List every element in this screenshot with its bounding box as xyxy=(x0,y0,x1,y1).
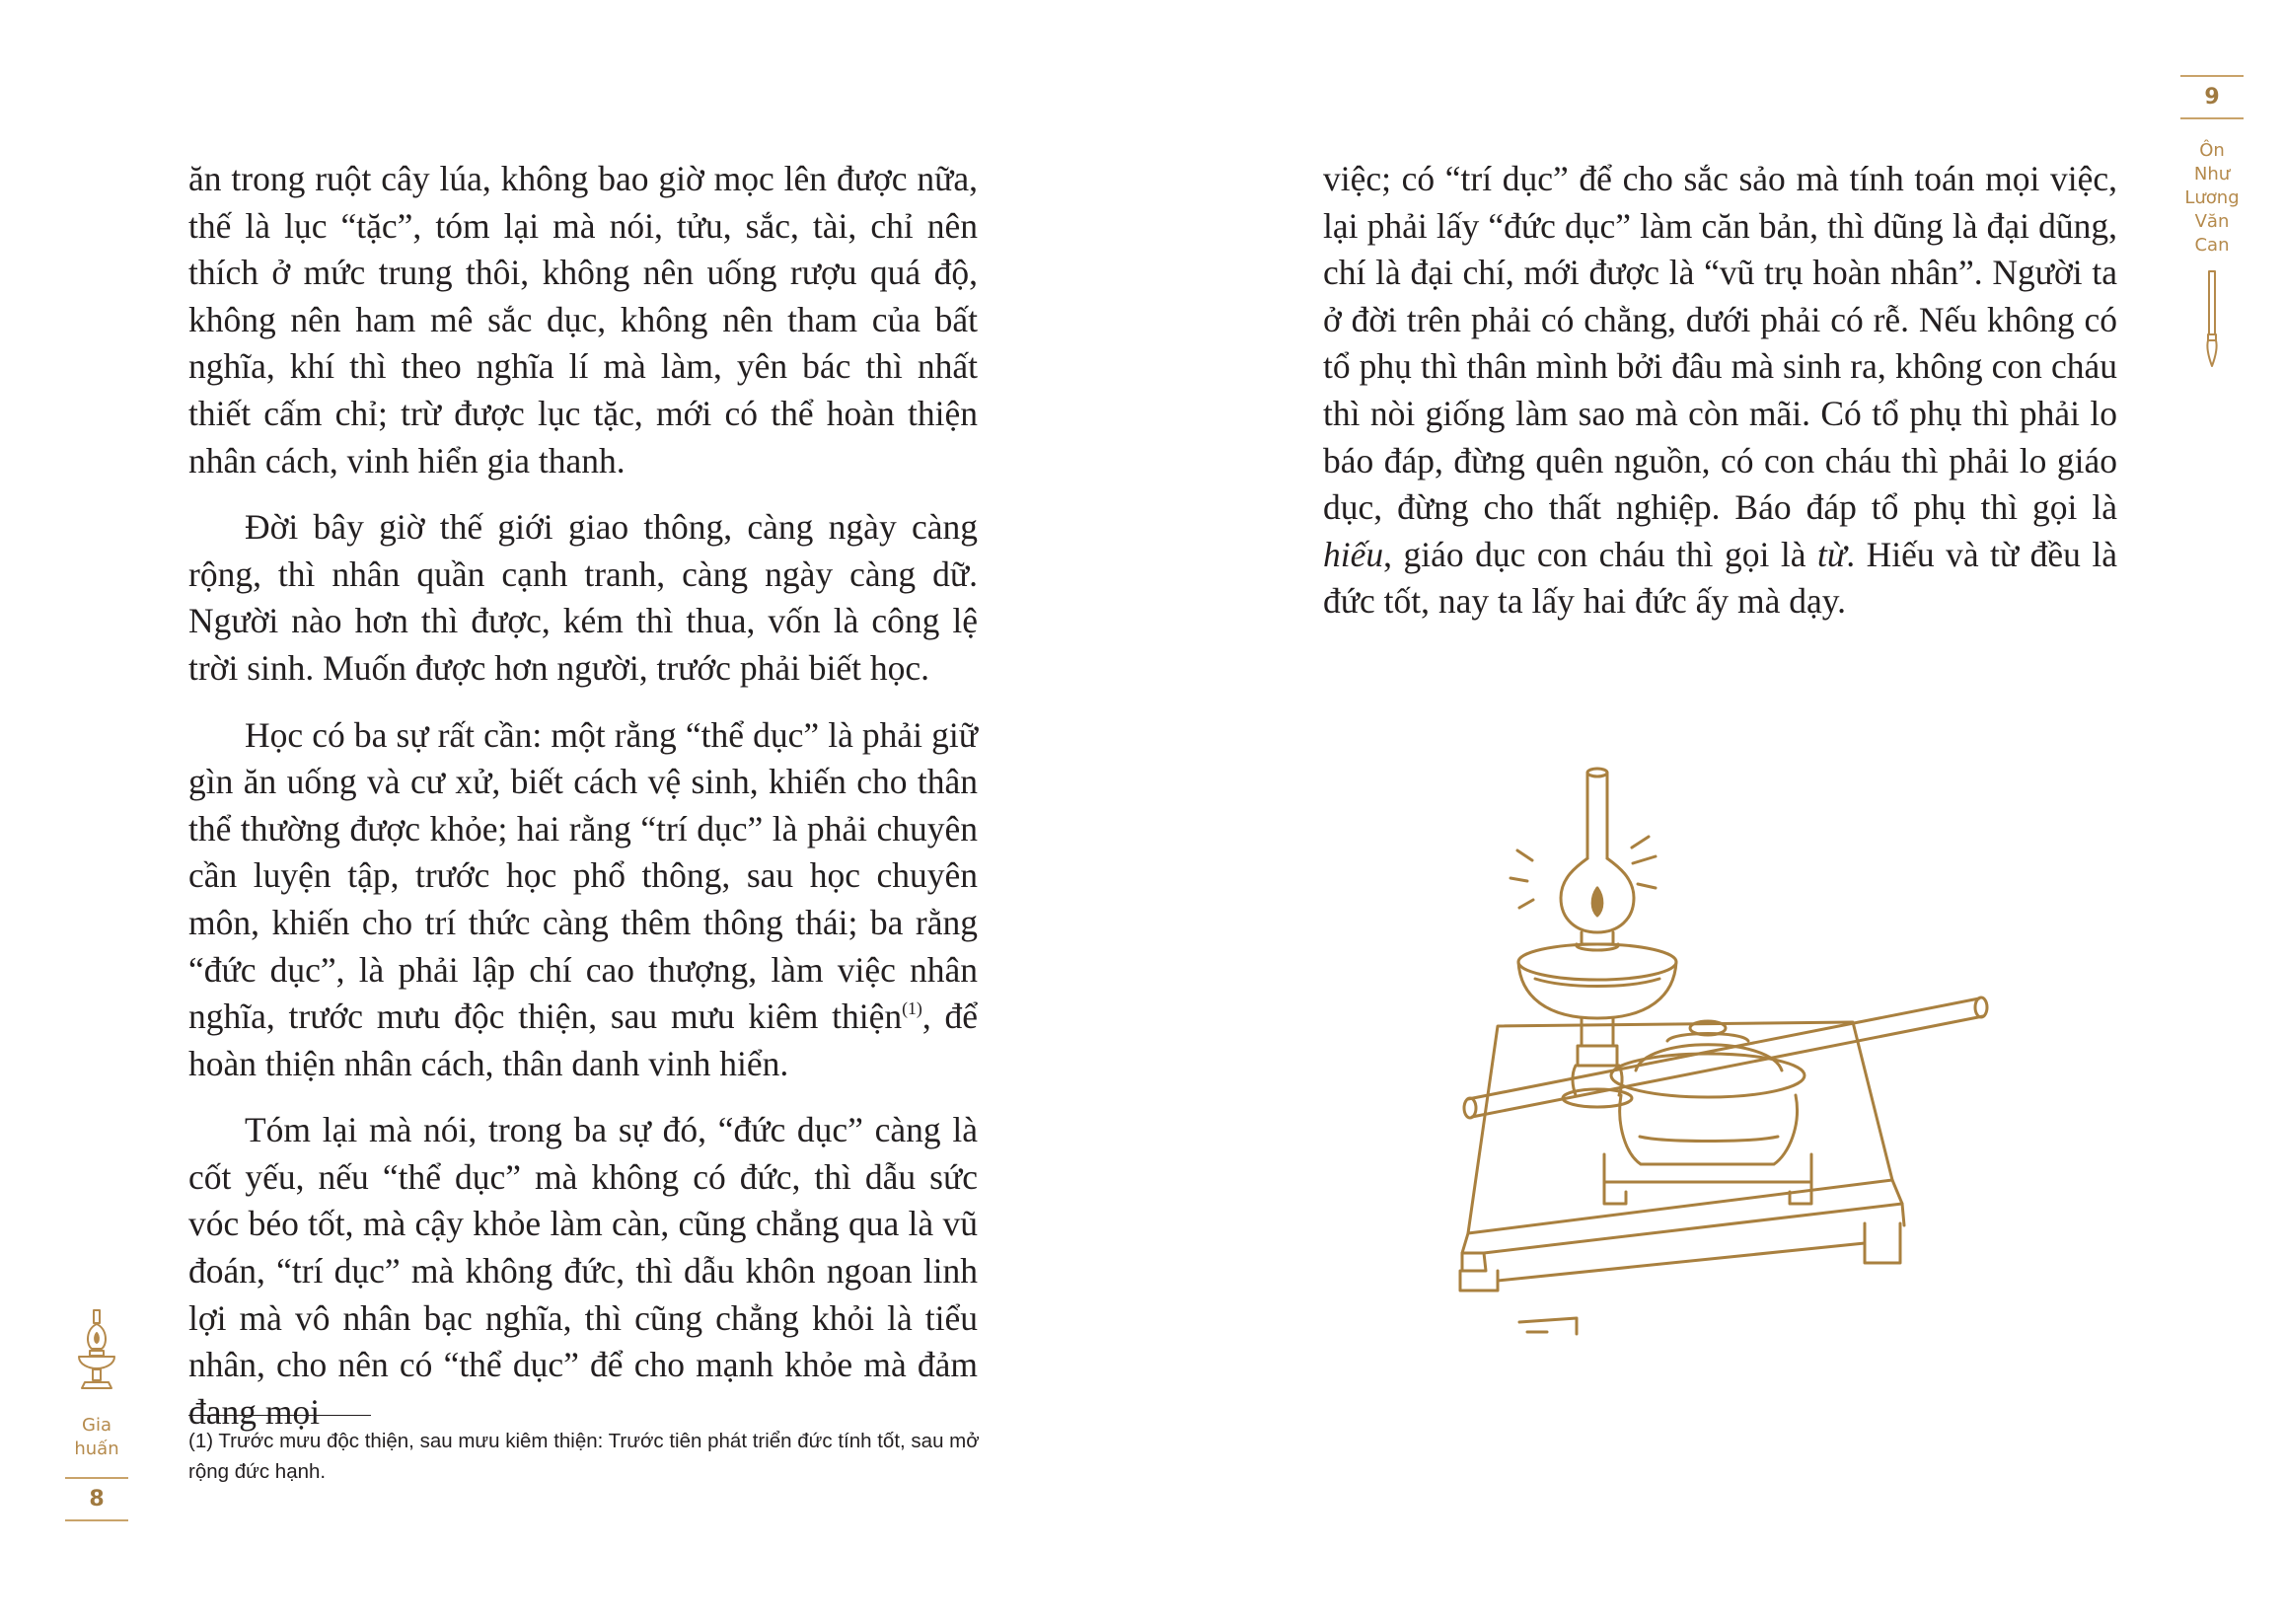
margin-label-gia: Gia xyxy=(82,1415,111,1436)
paragraph-1: ăn trong ruột cây lúa, không bao giờ mọc lên được nữa, thế là lục “tặc”, tóm lại mà nói, tửu, sắc, tài, chỉ nên thích ở mức trung thôi, không nên uống rượu quá độ, không nên ham mê sắc dục, không nên tham của bất nghĩa, khí thì theo nghĩa lí mà làm, yên bác thì nhất thiết cấm chỉ; trừ được lục tặc, mới có thể hoàn thiện nhân cách, vinh hiển gia thanh. xyxy=(188,159,978,480)
paragraph-5-end: . Hiếu và từ đều là đức tốt, nay ta lấy hai đức ấy mà dạy. xyxy=(1323,534,2118,622)
footnote: (1) Trước mưu độc thiện, sau mưu kiêm thiện: Trước tiên phát triển đức tính tốt, sau mở rộng đức hạnh. xyxy=(188,1430,980,1483)
pot xyxy=(1611,1021,1805,1164)
page-number: 9 xyxy=(2204,85,2220,110)
low-table xyxy=(1460,1022,1904,1334)
right-page-body xyxy=(1323,156,2117,645)
brush-icon xyxy=(2200,269,2224,368)
pot-stand xyxy=(1604,1154,1811,1204)
right-page xyxy=(1142,0,2284,1624)
paragraph-4: Tóm lại mà nói, trong ba sự đó, “đức dục” càng là cốt yếu, nếu “thể dục” mà không có đức, thì dẫu sức vóc béo tốt, mà cậy khỏe làm càn, cũng chẳng qua là vũ đoán, “trí dục” mà không đức, thì dẫu khôn ngoan linh lợi mà vô nhân bạc nghĩa, thì cũng chẳng khỏi là tiểu nhân, cho nên có “thể dục” để cho mạnh khỏe mà đảm đang mọi xyxy=(188,1110,978,1432)
margin-label-luong: Lương xyxy=(2184,187,2240,208)
paragraph-3-text: Học có ba sự rất cần: một rằng “thể dục” là phải giữ gìn ăn uống và cư xử, biết cách vệ sinh, khiến cho thân thể thường được khỏe; hai rằng “trí dục” là phải chuyên cần luyện tập, trước học phổ thông, sau học chuyên môn, khiến cho trí thức càng thêm thông thái; ba rằng “đức dục”, là phải lập chí cao thượng, làm việc nhân nghĩa, trước mưu độc thiện, sau mưu kiêm thiện xyxy=(188,714,978,1037)
margin-label-nhu: Như xyxy=(2193,164,2231,185)
footnote-reference[interactable]: (1) xyxy=(902,997,922,1018)
left-margin-column xyxy=(63,1307,130,1521)
page-number: 8 xyxy=(89,1487,105,1512)
margin-label-can: Can xyxy=(2194,235,2230,256)
term-hieu: hiếu xyxy=(1323,534,1384,574)
paragraph-2: Đời bây giờ thế giới giao thông, càng ngày càng rộng, thì nhân quần cạnh tranh, càng ngày càng dữ. Người nào hơn thì được, kém thì thua, vốn là công lệ trời sinh. Muốn được hơn người, trước phải biết học. xyxy=(188,507,978,688)
paragraph-3 xyxy=(188,712,978,1088)
page-number-rule xyxy=(65,1477,128,1479)
term-tu: từ xyxy=(1816,534,1847,574)
paragraph-5-text: việc; có “trí dục” để cho sắc sảo mà tính toán mọi việc, lại phải lấy “đức dục” làm căn bản, thì dũng là đại dũng, chí là đại chí, mới được là “vũ trụ hoàn nhân”. Người ta ở đời trên phải có chằng, dưới phải có rễ. Nếu không có tổ phụ thì thân mình bởi đâu mà sinh ra, không con cháu thì nòi giống làm sao mà còn mãi. Có tổ phụ thì phải lo báo đáp, đừng quên nguồn, có con cháu thì phải lo giáo dục, đừng cho thất nghiệp. Báo đáp tổ phụ thì gọi là xyxy=(1323,159,2117,528)
page-number-rule-top xyxy=(2180,75,2244,77)
left-page-body xyxy=(188,156,978,1455)
margin-label-huan: huấn xyxy=(74,1439,119,1459)
lamp-illustration xyxy=(1438,750,1991,1342)
paragraph-3-end: , để hoàn thiện nhân cách, thân danh vinh hiển. xyxy=(188,997,978,1083)
margin-label-van: Văn xyxy=(2194,211,2230,232)
footnote-divider xyxy=(188,1415,371,1416)
page-number-rule xyxy=(2180,117,2244,119)
margin-label-on: Ôn xyxy=(2199,140,2225,161)
paragraph-5-mid: , giáo dục con cháu thì gọi là xyxy=(1383,534,1817,574)
oil-lamp-icon xyxy=(74,1307,119,1394)
long-pipe xyxy=(1464,997,1987,1118)
right-margin-column xyxy=(2178,75,2246,368)
lamp-chimney xyxy=(1561,769,1634,950)
page-number-rule-bottom xyxy=(65,1519,128,1521)
paragraph-5 xyxy=(1323,156,2117,626)
